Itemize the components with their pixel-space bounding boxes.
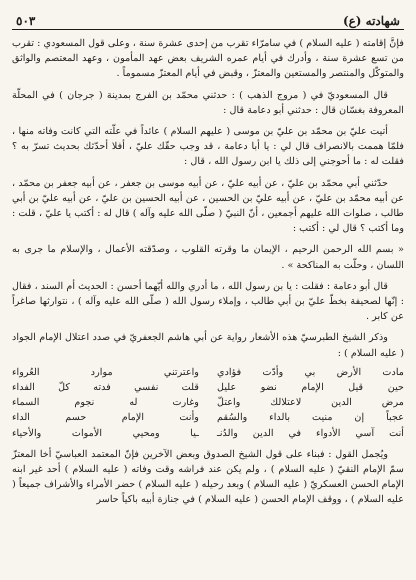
paragraph-masudi-citation: قال المسعوديّ في ( مروج الذهب ) : حدثني محمّد بن الفرج بمدينة ( جرجان ) في المحلّة المعروفة بغسّان قال : حدثني أبو دعامة قال : [12,89,404,116]
paragraph-chain-of-narration: حدّثني أبي محمّد بن عليّ ، عن أبيه عليّ ، عن أبيه موسى بن جعفر ، عن أبيه جعفر بن محمّد ، عن أبيه محمّد بن عليّ ، عن أبيه عليّ بن الحسين ، عن أبيه الحسين بن عليّ ، عن أبيه عليّ بن أبي طالب ، صلوات الله عليهم أجمعين ، أنّ النبيّ ( صلّى الله عليه وآله ) قال له : أكتب يا عليّ ، قلت : وما أكتب ؟ قال لي : أكتب : [12,177,404,235]
paragraph-hadith-text: « بسم الله الرحمن الرحيم ، الإيمان ما وقرته القلوب ، وصدّقته الأعمال ، والإسلام ما جرى به اللسان ، وحلّت به المناكحة » . [12,244,404,271]
poem-verse-1-first-hemistich: مادت الأرض بي وأدّت فؤادي [217,366,404,378]
poem-verse-3-second-hemistich: وغارت له نجوم السماء [12,397,199,409]
poem-verses [12,365,404,441]
paragraph-summary: ويُجمل القول : فبناء على قول الشيخ الصدوق وبعض الآخرين فإنّ المعتمد العباسيّ أخا المعتزّ سمّ الإمام النقيّ ( عليه السلام ) ، ولم يكن عند فراشه وقت وفاته ( عليه السلام ) أحد غير ابنه الإمام الحسن العسكريّ ( عليه السلام ) وبعد رحيله ( عليه السلام ) حضر الأمراء والأشراف جميعاً ( عليه السلام ) ، ووقف الإمام الحسن ( عليه السلام ) في جنازة أبيه باكياً حاسر [12,448,404,506]
page-header [12,6,404,28]
paragraph-tabarsi-poem-intro: وذكر الشيخ الطبرسيّ هذه الأشعار رواية عن أبي هاشم الجعفريّ في صدد اعتلال الإمام الجواد ( عليه السلام ) : [12,332,404,359]
poem-verse-1-second-hemistich: واعترتني موارد العُرواء [12,366,199,378]
poem-verse-2-second-hemistich: قلت نفسي فدته كلّ الفداء [12,382,199,394]
poem-verse-3-first-hemistich: مرض الدين لاعتلالك واعتلّ [217,397,404,409]
page-number: ٥٠٣ [16,14,36,28]
paragraph-residence: فإنَّ إقامته ( عليه السلام ) في سامرّاء تقرب من إحدى عشرة سنة ، وعلى قول المسعودي : تقرب من تسع عشرة سنة ، وأدرك في أيام عمره الشريف بعض عهد المأمون ، وعهد المعتصم والواثق والمتوكّل والمنتصر والمستعين والمعتزّ ، وقبض في أيام المعتزّ مسموماً . [12,38,404,80]
page-running-title: شهادته (ع) [342,14,400,28]
poem-verse-2-first-hemistich: حين قيل الإمام نضو عليل [217,382,404,394]
poem-verse-4-second-hemistich: وأنت الإمام حسم الداء [12,412,199,424]
poem-verse-4-first-hemistich: عجباً إن منيت بالداء والسُقم [217,412,404,424]
header-rule [12,29,404,30]
paragraph-abu-diama-visit: أتيت عليّ بن محمّد بن عليّ بن موسى ( عليهم السلام ) عائداً في علّته التي كانت وفاته منها ، فلمّا هممت بالانصراف قال لي : يا أبا دعامة ، قد وجب حقّك عليّ ، أفلا أحدّثك بحديث تسرّ به ؟ فقلت له : ما أحوجني إلى ذلك يا ابن رسول الله ، قال : [12,126,404,168]
poem-verse-5-second-hemistich: ـيا ومحيي الأموات والأحياء [12,427,199,439]
paragraph-abu-diama-reply: قال أبو دعامة : فقلت : يا بن رسول الله ، ما أدري والله أيّهما أحسن : الحديث أم السند ، فقال : إنّها لصحيفة بخطّ عليّ بن أبي طالب ، وإملاء رسول الله ( صلّى الله عليه وآله ) ، نتوارثها صاغراً عن كابر . [12,280,404,323]
poem-verse-5-first-hemistich: أنت آسي الأدواء في الدين والدُنـ [217,427,404,439]
